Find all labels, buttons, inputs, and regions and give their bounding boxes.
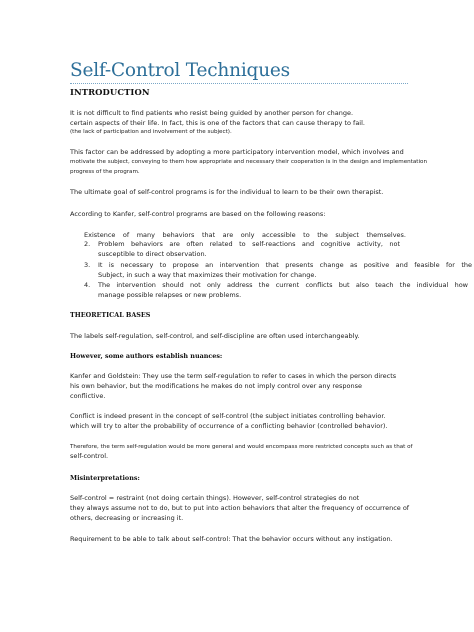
list-item-3-cont: Subject, in such a way that maximizes their motivation for change.	[98, 271, 317, 279]
paragraph-line: his own behavior, but the modifications he makes do not imply control over any response	[70, 382, 362, 390]
heading-misinterpretations: Misinterpretations:	[70, 474, 140, 482]
list-item-4-cont: manage possible relapses or new problems.	[98, 291, 242, 299]
paragraph-line: Kanfer and Goldstein: They use the term self-regulation to refer to cases in which the person directs	[70, 372, 397, 380]
heading-introduction: INTRODUCTION	[70, 87, 150, 97]
title-underline	[70, 83, 408, 84]
paragraph-line: Therefore, the term self-regulation would be more general and would encompass more restricted concepts such as that of	[70, 444, 413, 450]
heading-nuances: However, some authors establish nuances:	[70, 352, 223, 360]
list-number: 2.	[84, 240, 91, 248]
paragraph-line: conflictive.	[70, 392, 106, 400]
list-item-1: Existence of many behaviors that are only accessible to the subject themselves.	[84, 231, 406, 239]
paragraph-line: Self-control = restraint (not doing certain things). However, self-control strategies do not	[70, 494, 360, 502]
paragraph-line: which will try to alter the probability of occurrence of a conflicting behavior (controlled behavior).	[70, 422, 388, 430]
paragraph-line: Conflict is indeed present in the concept of self-control (the subject initiates controlling behavior.	[70, 412, 386, 420]
page-title: Self-Control Techniques	[70, 60, 290, 81]
paragraph-line: self-control.	[70, 452, 109, 460]
paragraph-line: This factor can be addressed by adopting a more participatory intervention model, which involves and	[70, 148, 404, 156]
paragraph-line: (the lack of participation and involvement of the subject).	[70, 129, 232, 135]
paragraph-line: motivate the subject, conveying to them how appropriate and necessary their cooperation is in the design and implementation	[70, 159, 428, 165]
paragraph-line: The ultimate goal of self-control programs is for the individual to learn to be their own therapist.	[70, 188, 384, 196]
paragraph-line: It is not difficult to find patients who resist being guided by another person for change.	[70, 109, 354, 117]
paragraph-line: The labels self-regulation, self-control, and self-discipline are often used interchangeably.	[70, 332, 360, 340]
list-item-3: It is necessary to propose an intervention that presents change as positive and feasible for the	[98, 261, 472, 269]
heading-theoretical-bases: THEORETICAL BASES	[70, 311, 151, 319]
list-number: 4.	[84, 281, 91, 289]
list-item-2-cont: susceptible to direct observation.	[98, 250, 207, 258]
paragraph-line: they always assume not to do, but to put into action behaviors that alter the frequency of occurrence of	[70, 504, 410, 512]
paragraph-line: others, decreasing or increasing it.	[70, 514, 184, 522]
paragraph-line: progress of the program.	[70, 169, 140, 175]
list-item-2: Problem behaviors are often related to self-reactions and cognitive activity, not	[98, 240, 400, 248]
list-item-4: The intervention should not only address the current conflicts but also teach the individual how	[98, 281, 468, 289]
paragraph-line: Requirement to be able to talk about self-control: That the behavior occurs without any instigation.	[70, 535, 393, 543]
paragraph-line: certain aspects of their life. In fact, this is one of the factors that can cause therapy to fail.	[70, 119, 365, 127]
list-number: 3.	[84, 261, 91, 269]
paragraph-line: According to Kanfer, self-control programs are based on the following reasons:	[70, 210, 326, 218]
